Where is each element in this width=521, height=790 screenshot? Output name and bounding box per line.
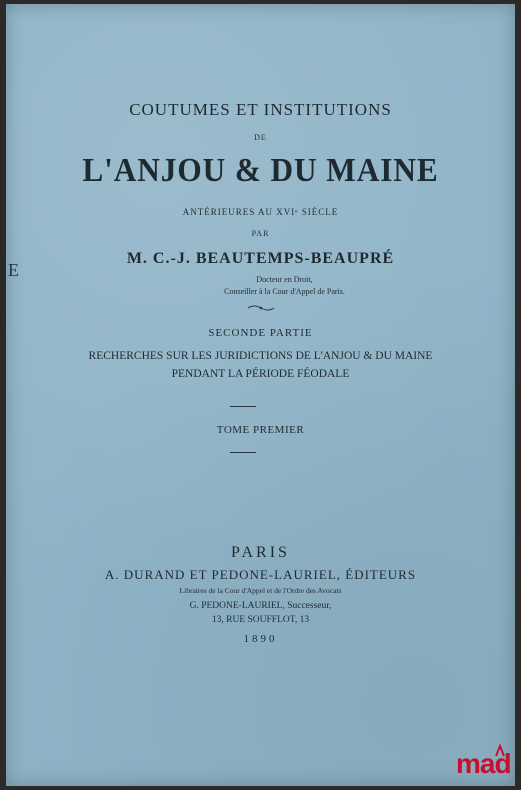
title-subtitle: ANTÉRIEURES AU XVIᵉ SIÈCLE [182, 207, 339, 217]
part-label: SECONDE PARTIE [208, 327, 313, 339]
spine-letter: E [8, 260, 19, 280]
author-name: M. C.-J. BEAUTEMPS-BEAUPRÉ [126, 250, 395, 267]
logo-mark-icon [494, 744, 506, 758]
book-cover [6, 4, 515, 786]
author-title1: Docteur en Droit, [256, 275, 313, 284]
publisher: A. DURAND ET PEDONE-LAURIEL, ÉDITEURS [104, 567, 417, 582]
divider-rule [230, 406, 256, 407]
address: 13, RUE SOUFFLOT, 13 [211, 615, 310, 625]
publisher-description: Libraires de la Cour d'Appel et de l'Ordre des Avocats [179, 586, 342, 595]
main-title: L'ANJOU & DU MAINE [82, 152, 439, 189]
title-de: DE [254, 133, 267, 142]
logo-text: mad [456, 748, 511, 779]
par-label: PAR [251, 229, 270, 238]
city: PARIS [231, 544, 290, 561]
subject-line1: RECHERCHES SUR LES JURIDICTIONS DE L'ANJOU & DU MAINE [88, 350, 433, 362]
title-line1: COUTUMES ET INSTITUTIONS [129, 100, 392, 119]
year: 1890 [243, 633, 278, 645]
author-title2: Conseiller à la Cour d'Appel de Paris. [224, 287, 345, 296]
ornament-icon [247, 304, 275, 312]
divider-rule [230, 452, 256, 453]
subject-line2: PENDANT LA PÉRIODE FÉODALE [171, 368, 350, 380]
tome-label: TOME PREMIER [216, 424, 305, 436]
watermark-logo [456, 744, 518, 782]
successor: G. PEDONE-LAURIEL, Successeur, [189, 601, 332, 611]
